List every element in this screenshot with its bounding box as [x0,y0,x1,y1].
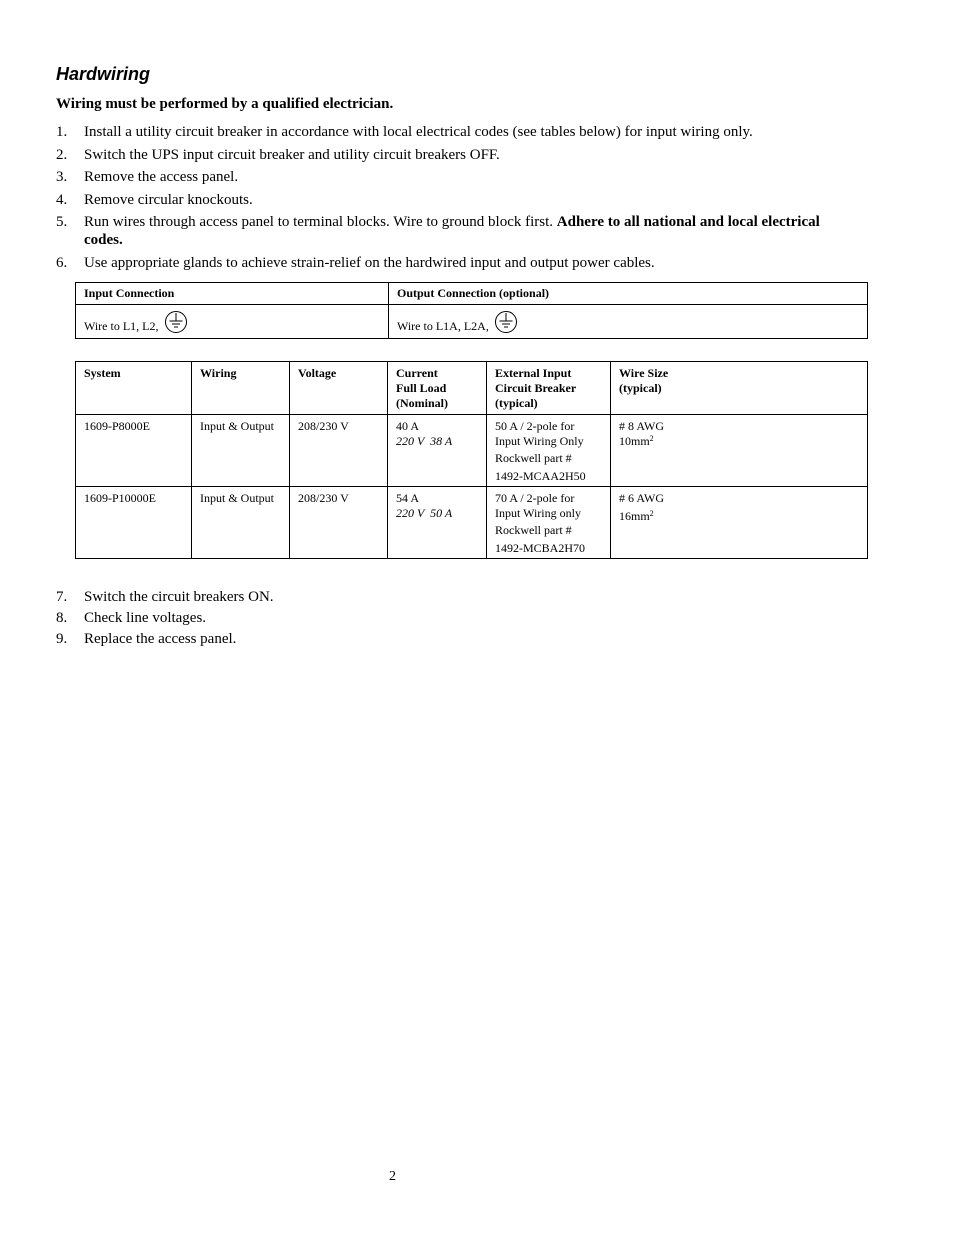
step-item [56,213,856,249]
current-alt-value: 220 V 50 A [396,505,453,520]
header-current-line: Full Load [396,381,447,395]
cell-system: 1609-P10000E [76,487,192,559]
cell-system: 1609-P8000E [76,415,192,487]
step-text: Install a utility circuit breaker in accordance with local electrical codes (see tables below) for input wiring only. [84,124,753,140]
wire-mm-exponent: 2 [649,508,654,518]
breaker-line: Rockwell part # [495,523,572,537]
header-voltage: Voltage [290,362,388,415]
cell-wire-size [611,415,868,487]
input-connection-cell [76,305,389,339]
ground-symbol-icon [494,310,518,334]
warning-note: Wiring must be performed by a qualified electrician. [56,96,394,112]
wire-mm [619,509,859,524]
wire-awg: # 6 AWG [619,491,665,505]
step-text: Run wires through access panel to terminal blocks. Wire to ground block first. [84,214,557,230]
step-number: 9. [56,631,68,647]
specification-table [75,361,868,559]
current-value: 40 A [396,419,420,433]
cell-wiring: Input & Output [192,487,290,559]
ground-symbol-icon [164,310,188,334]
step-number: 2. [56,146,68,163]
breaker-line: Input Wiring Only [495,433,584,448]
header-breaker-line: (typical) [495,396,538,410]
step-number: 1. [56,124,68,140]
cell-current [388,415,487,487]
step-bold-text: Adhere to all national and local electrical codes. [84,214,820,248]
wire-mm-value: 16mm [619,508,650,523]
cell-breaker [487,415,611,487]
step-number: 5. [56,214,68,230]
steps-list-before [56,123,856,276]
section-heading: Hardwiring [56,64,151,84]
cell-voltage: 208/230 V [290,415,388,487]
step-text: Switch the UPS input circuit breaker and utility circuit breakers OFF. [84,146,500,163]
table-header-row [76,362,868,415]
cell-wire-size [611,487,868,559]
step-item [56,254,856,272]
cell-wiring: Input & Output [192,415,290,487]
header-current-line: (Nominal) [396,396,448,410]
header-system: System [76,362,192,415]
wire-mm-exponent: 2 [649,433,654,443]
breaker-line: Input Wiring only [495,505,581,520]
breaker-part-number: 1492-MCAA2H50 [495,468,586,483]
step-item [56,146,856,164]
step-number: 3. [56,169,68,185]
wire-mm [619,434,859,449]
step-number: 7. [56,589,68,605]
step-number: 4. [56,191,68,208]
header-wire-size [611,362,868,415]
step-item [56,609,856,627]
step-item [56,588,856,606]
step-text: Replace the access panel. [84,631,237,647]
header-wire-line: Wire Size [619,366,669,380]
connection-table [75,282,868,339]
header-current [388,362,487,415]
step-item [56,191,856,209]
breaker-line: 50 A / 2-pole for [495,419,575,433]
step-item [56,123,856,141]
current-alt-value: 220 V 38 A [396,433,453,448]
header-wiring: Wiring [192,362,290,415]
output-connection-header: Output Connection (optional) [389,283,868,305]
table-row [76,415,868,487]
header-current-line: Current [396,366,438,380]
page-number: 2 [389,1169,396,1184]
output-connection-value: Wire to L1A, L2A, [397,319,489,333]
breaker-part-number: 1492-MCBA2H70 [495,540,586,555]
step-text: Remove the access panel. [84,169,239,185]
header-breaker [487,362,611,415]
header-wire-line: (typical) [619,381,662,395]
table-row [76,487,868,559]
cell-breaker [487,487,611,559]
step-text: Check line voltages. [84,610,207,626]
current-value: 54 A [396,491,420,505]
cell-current [388,487,487,559]
steps-list-after [56,588,856,651]
header-breaker-line: External Input [495,366,572,380]
header-breaker-line: Circuit Breaker [495,381,577,395]
output-connection-cell [389,305,868,339]
step-number: 8. [56,610,68,626]
input-connection-header: Input Connection [76,283,389,305]
wire-mm-value: 10mm [619,433,650,448]
cell-voltage: 208/230 V [290,487,388,559]
wire-awg: # 8 AWG [619,419,665,433]
breaker-line: 70 A / 2-pole for [495,491,575,505]
step-item [56,630,856,648]
step-text: Use appropriate glands to achieve strain-relief on the hardwired input and output power cables. [84,254,655,271]
step-text: Remove circular knockouts. [84,191,253,208]
step-item [56,168,856,186]
step-number: 6. [56,254,68,271]
step-text: Switch the circuit breakers ON. [84,589,274,605]
input-connection-value: Wire to L1, L2, [84,319,159,333]
breaker-line: Rockwell part # [495,451,572,465]
